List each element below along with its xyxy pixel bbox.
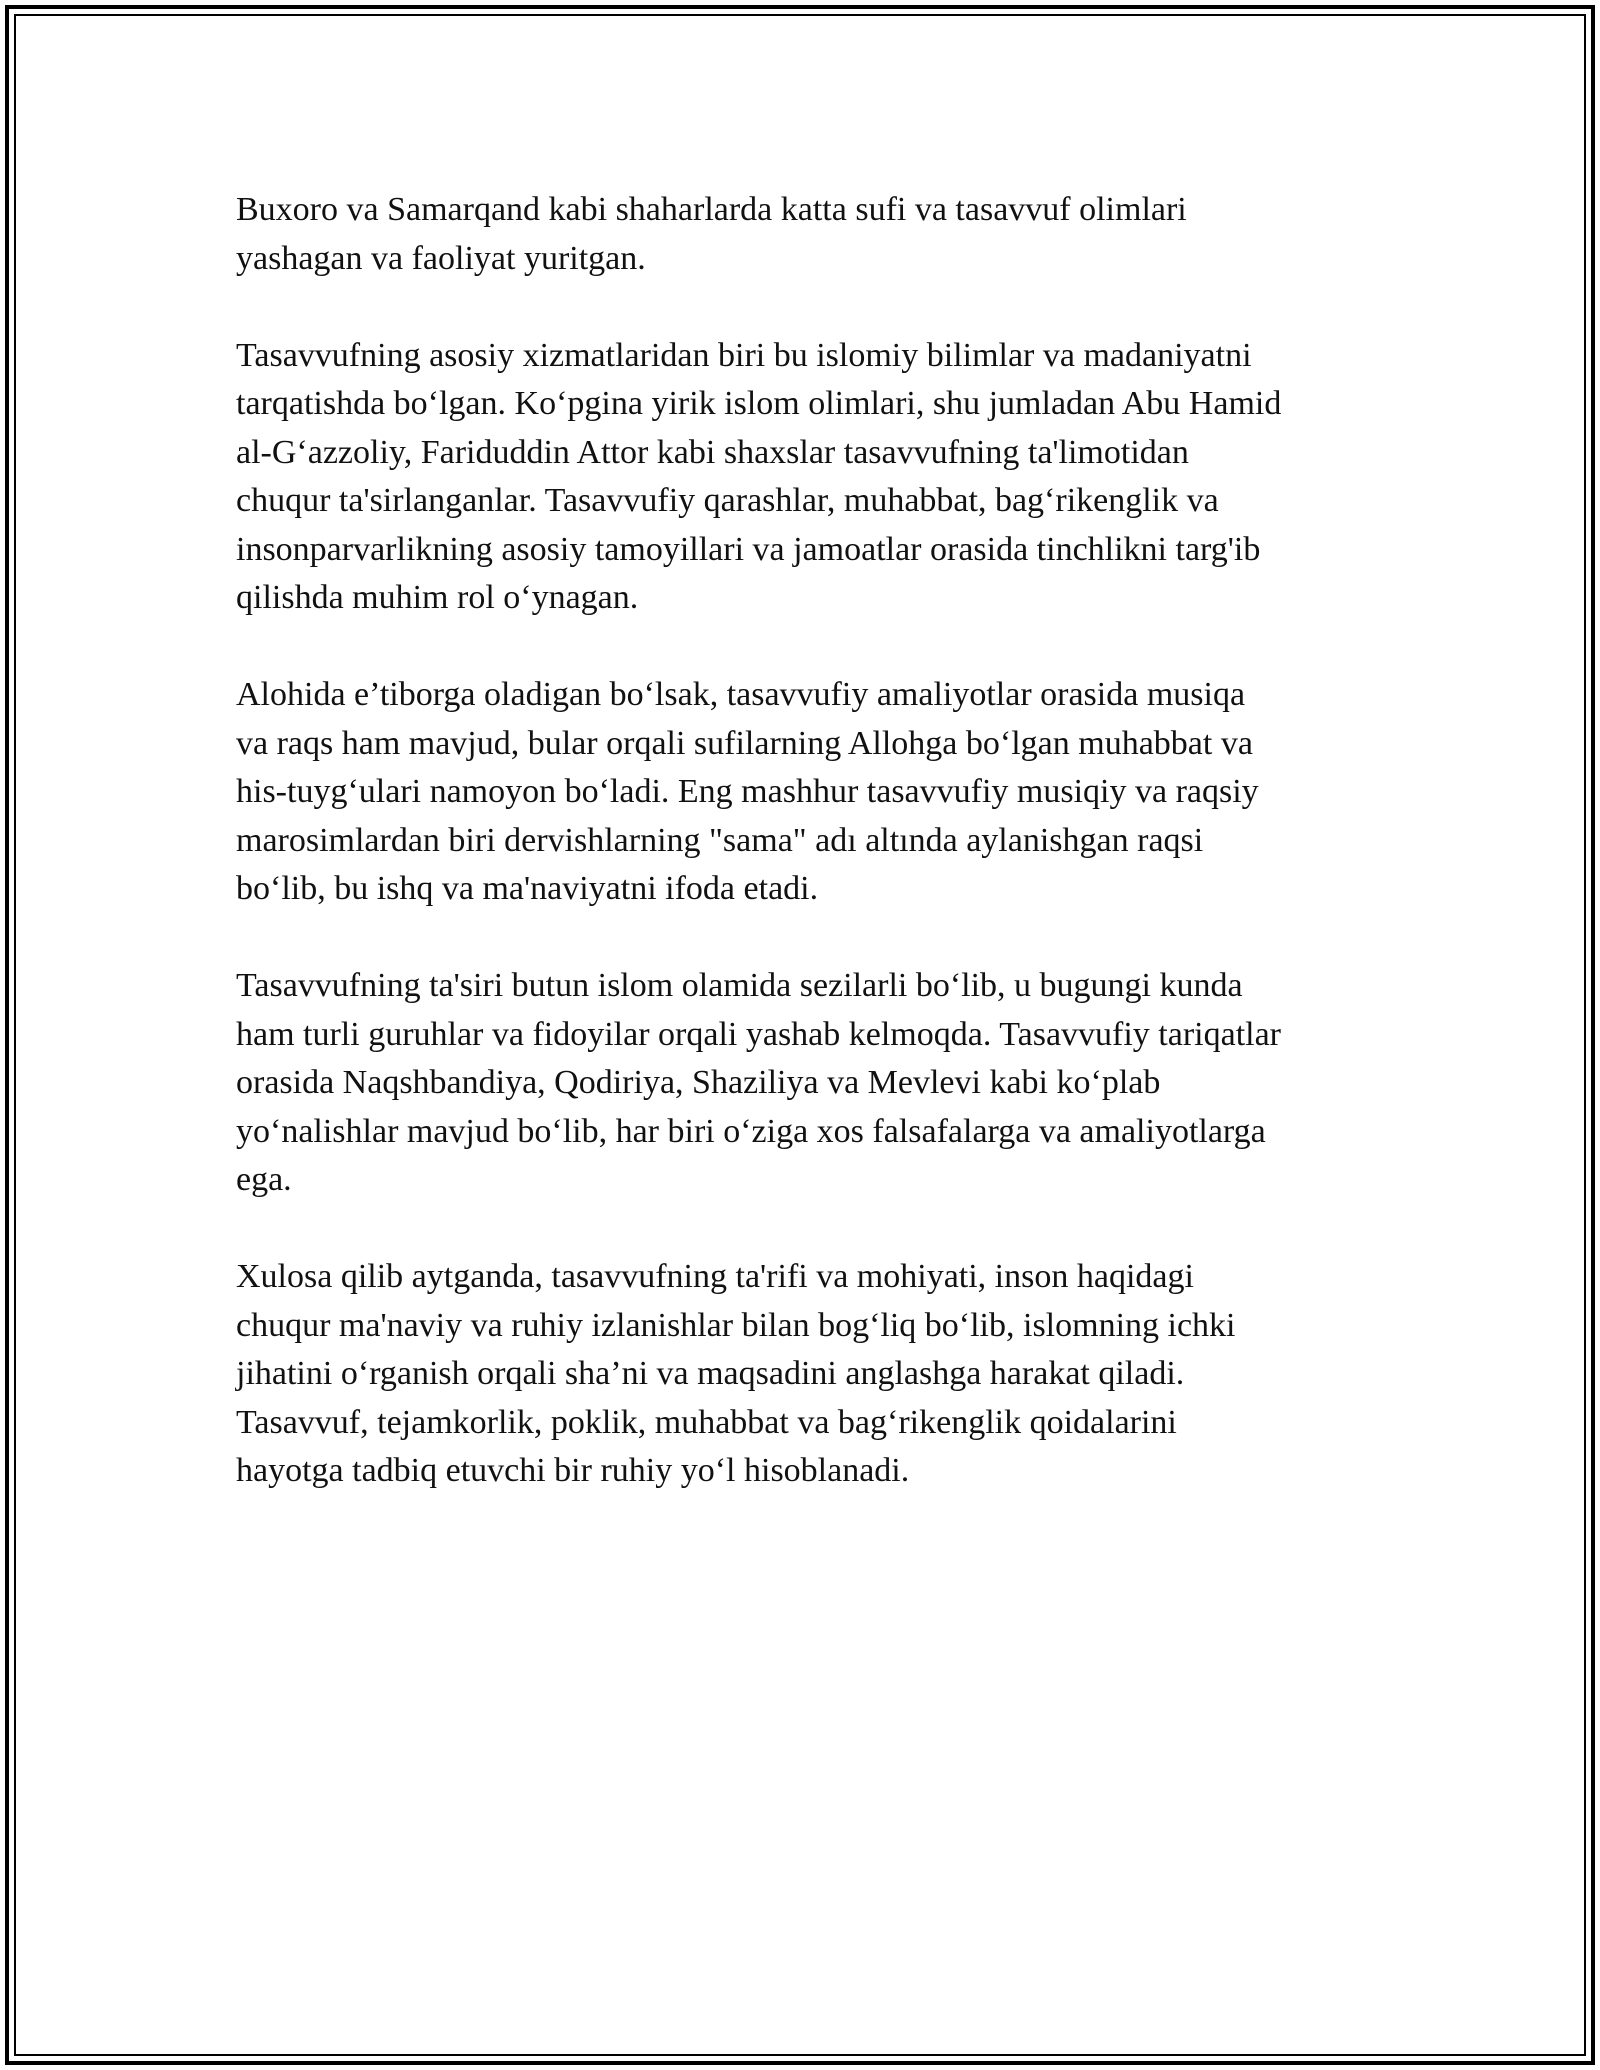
text-line: jihatini o‘rganish orqali sha’ni va maqsadini anglashga harakat qiladi. <box>236 1355 1185 1392</box>
paragraph-4 <box>236 962 1376 1205</box>
text-line: bo‘lib, bu ishq va ma'naviyatni ifoda etadi. <box>236 870 819 907</box>
paragraph-2 <box>236 332 1376 623</box>
text-line: qilishda muhim rol o‘ynagan. <box>236 579 639 616</box>
text-line: marosimlardan biri dervishlarning "sama" adı altında aylanishgan raqsi <box>236 821 1204 859</box>
text-line: insonparvarlikning asosiy tamoyillari va jamoatlar orasida tinchlikni targ'ib <box>236 530 1261 568</box>
text-line: Xulosa qilib aytganda, tasavvufning ta'rifi va mohiyati, inson haqidagi <box>236 1258 1194 1295</box>
text-line: chuqur ma'naviy va ruhiy izlanishlar bilan bog‘liq bo‘lib, islomning ichki <box>236 1306 1236 1344</box>
text-line: tarqatishda bo‘lgan. Ko‘pgina yirik islom olimlari, shu jumladan Abu Hamid <box>236 385 1282 422</box>
text-line: orasida Naqshbandiya, Qodiriya, Shaziliya va Mevlevi kabi ko‘plab <box>236 1064 1161 1101</box>
text-line: yo‘nalishlar mavjud bo‘lib, har biri o‘ziga xos falsafalarga va amaliyotlarga <box>236 1112 1266 1150</box>
text-line: yashagan va faoliyat yuritgan. <box>236 239 646 277</box>
text-line: ega. <box>236 1161 292 1198</box>
text-line: al-G‘azzoliy, Fariduddin Attor kabi shaxslar tasavvufning ta'limotidan <box>236 433 1189 471</box>
text-line: ham turli guruhlar va fidoyilar orqali yashab kelmoqda. Tasavvufiy tariqatlar <box>236 1015 1282 1053</box>
text-line: chuqur ta'sirlanganlar. Tasavvufiy qarashlar, muhabbat, bag‘rikenglik va <box>236 482 1219 519</box>
text-line: Tasavvufning asosiy xizmatlaridan biri bu islomiy bilimlar va madaniyatni <box>236 336 1252 374</box>
document-body <box>236 186 1376 1544</box>
text-line: va raqs ham mavjud, bular orqali sufilarning Allohga bo‘lgan muhabbat va <box>236 724 1253 762</box>
text-line: Tasavvuf, tejamkorlik, poklik, muhabbat va bag‘rikenglik qoidalarini <box>236 1403 1177 1441</box>
text-line: his-tuyg‘ulari namoyon bo‘ladi. Eng mashhur tasavvufiy musiqiy va raqsiy <box>236 773 1259 810</box>
paragraph-3 <box>236 671 1376 914</box>
paragraph-1 <box>236 186 1376 283</box>
text-line: Buxoro va Samarqand kabi shaharlarda katta sufi va tasavvuf olimlari <box>236 191 1187 228</box>
text-line: Alohida e’tiborga oladigan bo‘lsak, tasavvufiy amaliyotlar orasida musiqa <box>236 676 1246 713</box>
text-line: Tasavvufning ta'siri butun islom olamida sezilarli bo‘lib, u bugungi kunda <box>236 967 1243 1004</box>
paragraph-5 <box>236 1253 1376 1496</box>
text-line: hayotga tadbiq etuvchi bir ruhiy yo‘l hisoblanadi. <box>236 1452 910 1489</box>
